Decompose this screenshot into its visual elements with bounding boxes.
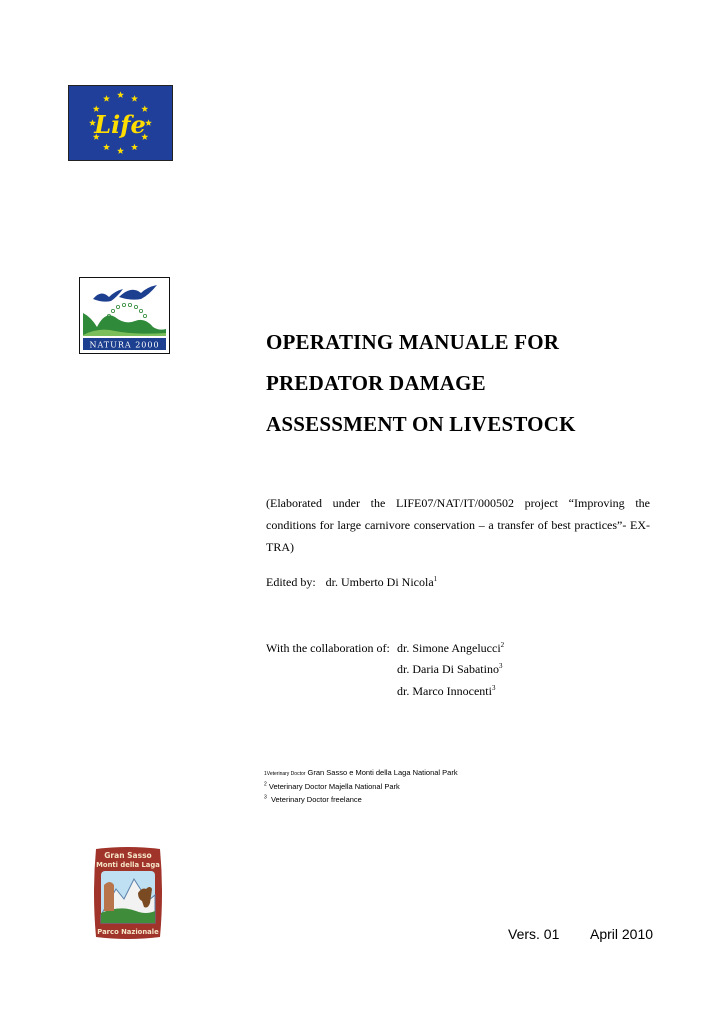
footnote-1-prefix: 1Veterinary Doctor — [264, 771, 306, 777]
footnote-3 — [264, 795, 362, 804]
editor-footnote-ref: 1 — [433, 575, 438, 583]
life-logo — [68, 85, 173, 161]
footnote-2 — [264, 782, 400, 791]
natura-logo-text: NATURA 2000 — [89, 340, 160, 350]
life-logo-text: Life — [94, 110, 146, 139]
project-description-line-2: conditions for large carnivore conservation – a transfer of best practices”- EX- — [266, 518, 650, 532]
collaborator-name: dr. Marco Innocenti — [397, 684, 492, 698]
collaborator — [397, 684, 495, 699]
park-logo — [90, 845, 166, 941]
park-logo-line-1: Gran Sasso — [104, 851, 152, 860]
park-logo-line-2: Monti della Laga — [96, 861, 160, 869]
project-description — [266, 492, 650, 558]
edited-by — [266, 575, 437, 590]
project-description-line-3: TRA) — [266, 540, 294, 554]
version-label: Vers. 01 — [508, 926, 560, 942]
collaboration-label: With the collaboration of: — [266, 641, 390, 655]
editor-name: dr. Umberto Di Nicola — [325, 575, 434, 589]
footnote-3-marker: 3 — [264, 794, 267, 801]
collaborator-footnote-ref: 2 — [500, 641, 505, 649]
natura-2000-logo — [79, 277, 170, 354]
collaborator — [397, 662, 502, 677]
date-label: April 2010 — [590, 926, 654, 942]
collaborator-footnote-ref: 3 — [491, 684, 496, 692]
project-description-line-1: (Elaborated under the LIFE07/NAT/IT/000502 project “Improving the — [266, 496, 650, 510]
collaborator — [397, 641, 504, 656]
footnote-1-text: Gran Sasso e Monti della Laga National Park — [307, 768, 458, 777]
park-logo-line-3: Parco Nazionale — [97, 928, 159, 936]
footnote-1 — [264, 768, 458, 777]
title-line-2: PREDATOR DAMAGE — [266, 371, 486, 395]
collaborator-name: dr. Simone Angelucci — [397, 641, 501, 655]
collaborator-name: dr. Daria Di Sabatino — [397, 662, 499, 676]
title-line-3: ASSESSMENT ON LIVESTOCK — [266, 412, 576, 436]
footnote-2-marker: 2 — [264, 781, 267, 788]
edited-by-label: Edited by: — [266, 575, 316, 589]
title-line-1: OPERATING MANUALE FOR — [266, 330, 560, 354]
footnote-3-text: Veterinary Doctor freelance — [270, 795, 362, 804]
collaborator-footnote-ref: 3 — [498, 662, 503, 670]
footnote-2-text: Veterinary Doctor Majella National Park — [268, 782, 400, 791]
